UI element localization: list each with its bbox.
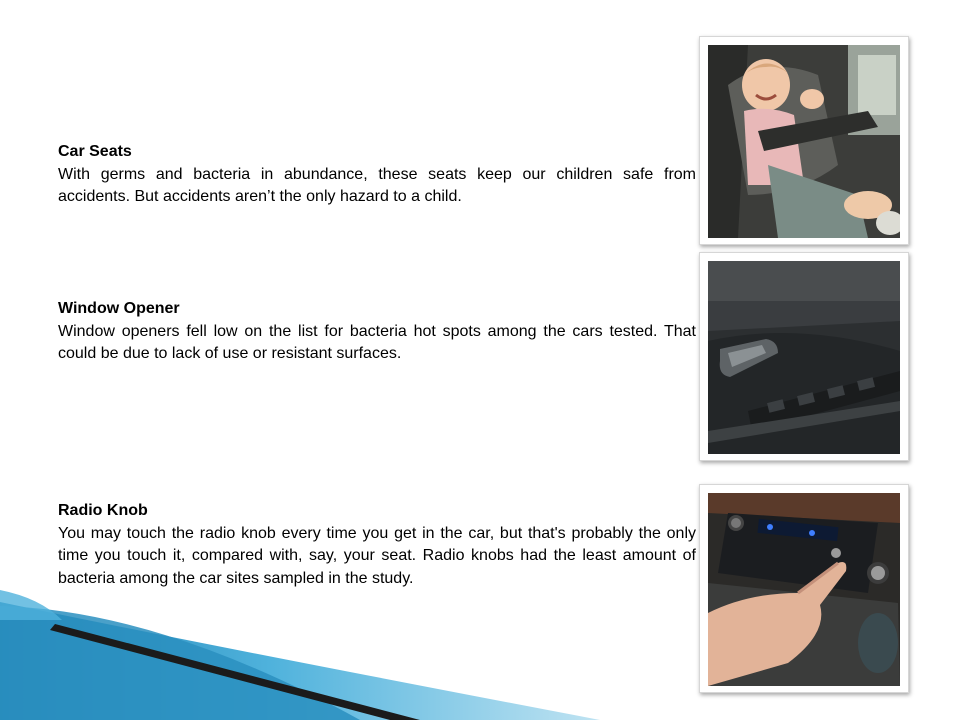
section-radio-knob: [58, 500, 696, 590]
window-opener-photo: [699, 252, 909, 461]
section-window-opener: [58, 298, 696, 366]
section-car-seats: [58, 141, 696, 209]
car-seat-image: [708, 45, 900, 238]
section-heading: Car Seats: [58, 143, 132, 160]
section-body: With germs and bacteria in abundance, these seats keep our children safe from accidents. But accidents aren’t the only hazard to a child.: [58, 165, 696, 205]
window-opener-image: [708, 261, 900, 454]
section-heading: Radio Knob: [58, 502, 148, 519]
decorative-swoosh: [0, 580, 960, 720]
section-heading: Window Opener: [58, 300, 180, 317]
car-seat-photo: [699, 36, 909, 245]
section-body: You may touch the radio knob every time you get in the car, but that's probably the only time you touch it, compared with, say, your seat. Radio knobs had the least amount of bacteria among the car sites sampled in the study.: [58, 524, 696, 587]
section-body: Window openers fell low on the list for bacteria hot spots among the cars tested. That could be due to lack of use or resistant surfaces.: [58, 322, 696, 362]
